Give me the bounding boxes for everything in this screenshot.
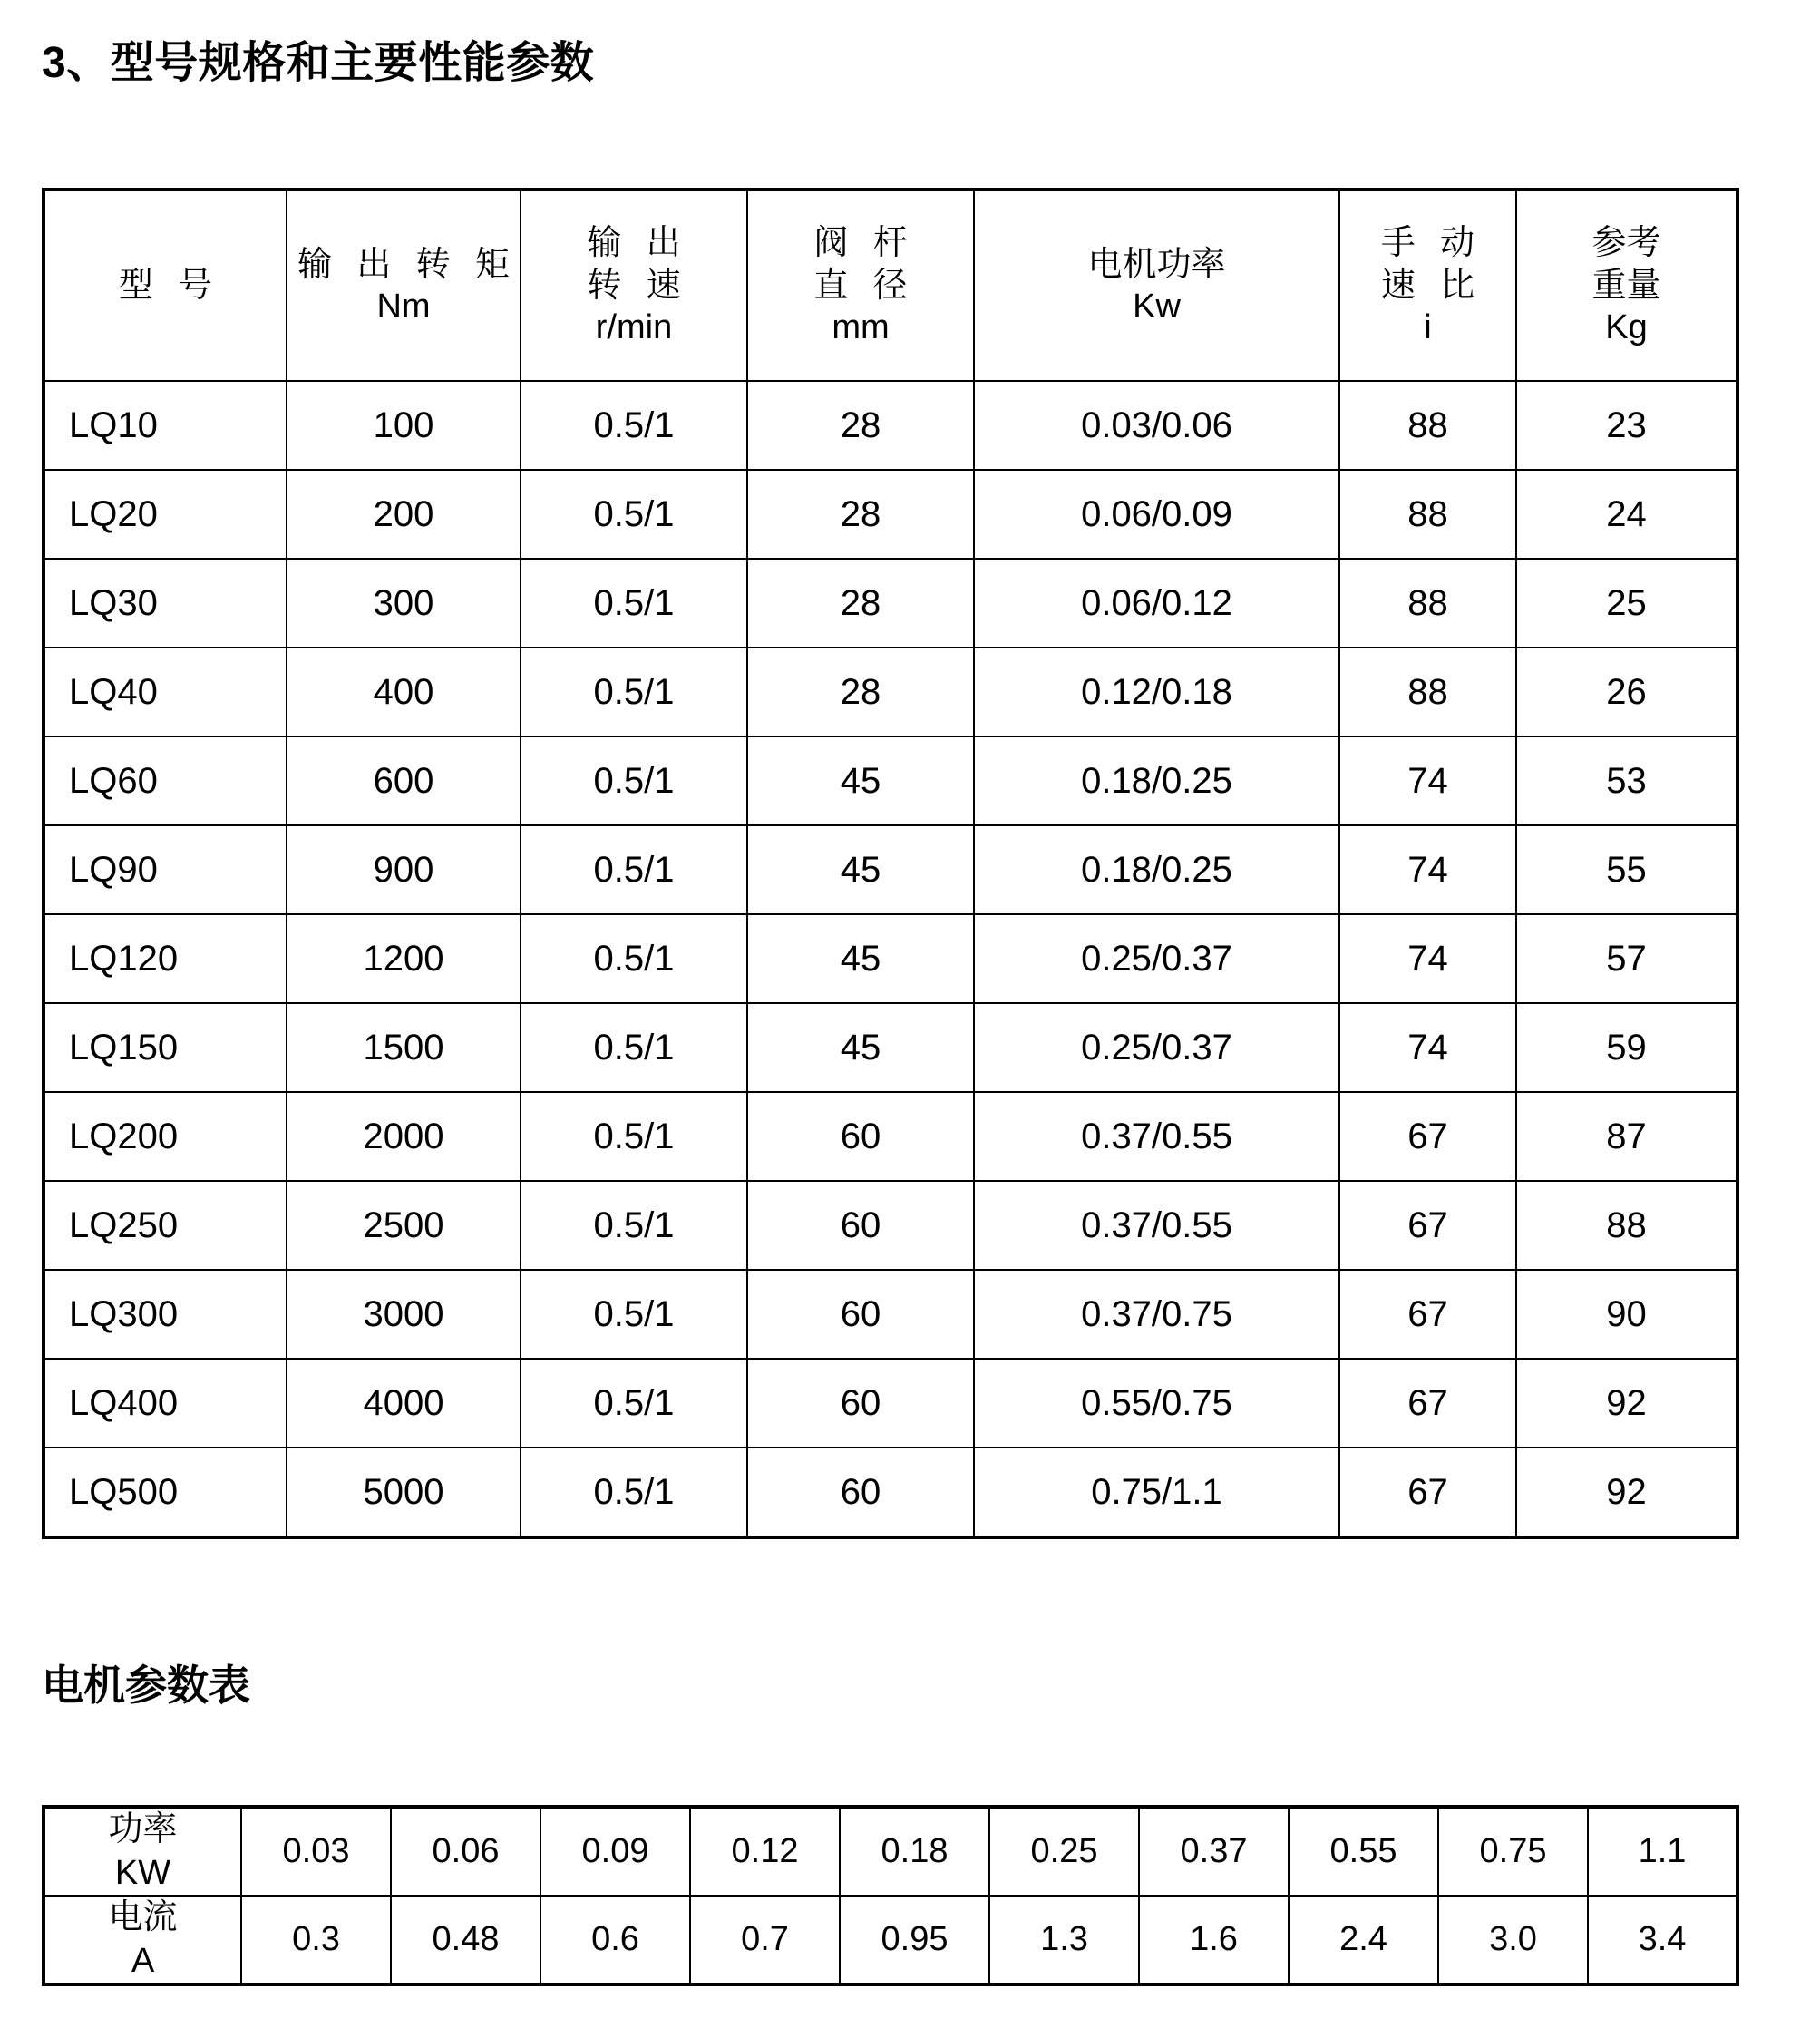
cell-power-value: 0.03 [241,1807,391,1896]
table-row [44,1270,1737,1359]
cell-stem-diameter: 60 [747,1181,974,1270]
header-model-label: 型 号 [118,266,220,305]
row-label-power [44,1807,241,1896]
cell-stem-diameter: 60 [747,1270,974,1359]
cell-motor-power: 0.75/1.1 [974,1448,1339,1537]
cell-output-torque: 100 [287,381,521,470]
header-reference-weight-unit: Kg [1605,308,1648,347]
cell-reference-weight: 90 [1516,1270,1737,1359]
cell-output-torque: 5000 [287,1448,521,1537]
cell-motor-power: 0.37/0.55 [974,1092,1339,1181]
column-header-output-torque [287,190,521,381]
column-header-motor-power [974,190,1339,381]
cell-manual-ratio: 88 [1339,559,1516,648]
table-row [44,1359,1737,1448]
cell-output-torque: 1200 [287,914,521,1003]
table-row [44,1448,1737,1537]
cell-reference-weight: 92 [1516,1448,1737,1537]
cell-model: LQ400 [44,1359,287,1448]
cell-output-speed: 0.5/1 [521,1270,747,1359]
cell-output-speed: 0.5/1 [521,648,747,736]
table-row [44,1181,1737,1270]
cell-stem-diameter: 28 [747,648,974,736]
cell-manual-ratio: 74 [1339,1003,1516,1092]
cell-power-value: 0.09 [540,1807,690,1896]
page-title: 3、型号规格和主要性能参数 [42,39,595,87]
cell-motor-power: 0.18/0.25 [974,736,1339,825]
cell-reference-weight: 55 [1516,825,1737,914]
cell-motor-power: 0.55/0.75 [974,1359,1339,1448]
header-motor-power-unit: Kw [1133,288,1181,326]
cell-reference-weight: 53 [1516,736,1737,825]
cell-stem-diameter: 60 [747,1092,974,1181]
cell-stem-diameter: 28 [747,470,974,559]
cell-power-value: 0.06 [391,1807,540,1896]
cell-model: LQ150 [44,1003,287,1092]
cell-reference-weight: 24 [1516,470,1737,559]
power-row [44,1807,1737,1896]
cell-manual-ratio: 67 [1339,1270,1516,1359]
cell-reference-weight: 87 [1516,1092,1737,1181]
cell-model: LQ500 [44,1448,287,1537]
cell-manual-ratio: 67 [1339,1359,1516,1448]
cell-output-torque: 200 [287,470,521,559]
cell-output-torque: 2000 [287,1092,521,1181]
cell-manual-ratio: 74 [1339,736,1516,825]
table-row [44,914,1737,1003]
cell-motor-power: 0.25/0.37 [974,1003,1339,1092]
row-label-current-line2: A [131,1941,155,1980]
header-manual-ratio-unit: i [1424,308,1432,347]
column-header-model [44,190,287,381]
header-stem-diameter-line1: 阀 杆 [813,224,915,263]
column-header-manual-ratio [1339,190,1516,381]
cell-manual-ratio: 67 [1339,1092,1516,1181]
cell-manual-ratio: 88 [1339,381,1516,470]
cell-stem-diameter: 28 [747,381,974,470]
cell-model: LQ250 [44,1181,287,1270]
cell-manual-ratio: 74 [1339,825,1516,914]
cell-stem-diameter: 45 [747,736,974,825]
cell-reference-weight: 26 [1516,648,1737,736]
header-output-speed-unit: r/min [595,308,673,347]
row-label-current-line1: 电流 [108,1898,178,1936]
header-output-torque-line1: 输 出 [297,245,399,284]
header-reference-weight-line2: 重量 [1591,266,1661,305]
motor-parameter-table [42,1805,1739,1986]
header-motor-power-label: 电机功率 [1087,245,1226,284]
cell-motor-power: 0.37/0.75 [974,1270,1339,1359]
cell-output-torque: 400 [287,648,521,736]
spec-table-header [44,190,1737,381]
cell-stem-diameter: 45 [747,914,974,1003]
cell-power-value: 1.1 [1588,1807,1737,1896]
cell-reference-weight: 25 [1516,559,1737,648]
cell-reference-weight: 92 [1516,1359,1737,1448]
cell-model: LQ60 [44,736,287,825]
cell-power-value: 0.12 [690,1807,840,1896]
cell-power-value: 0.25 [989,1807,1139,1896]
column-header-reference-weight [1516,190,1737,381]
table-row [44,825,1737,914]
cell-motor-power: 0.12/0.18 [974,648,1339,736]
motor-table-body [44,1807,1737,1984]
cell-manual-ratio: 88 [1339,470,1516,559]
cell-reference-weight: 88 [1516,1181,1737,1270]
header-output-speed-line1: 输 出 [587,224,688,263]
row-label-current [44,1896,241,1984]
cell-motor-power: 0.06/0.09 [974,470,1339,559]
cell-motor-power: 0.06/0.12 [974,559,1339,648]
header-output-speed-line2: 转 速 [587,266,688,305]
cell-power-value: 0.55 [1289,1807,1438,1896]
cell-output-torque: 300 [287,559,521,648]
cell-motor-power: 0.18/0.25 [974,825,1339,914]
column-header-output-speed [521,190,747,381]
cell-output-speed: 0.5/1 [521,825,747,914]
cell-model: LQ300 [44,1270,287,1359]
cell-model: LQ10 [44,381,287,470]
table-row [44,648,1737,736]
cell-power-value: 0.18 [840,1807,989,1896]
cell-model: LQ20 [44,470,287,559]
cell-motor-power: 0.37/0.55 [974,1181,1339,1270]
cell-current-value: 1.3 [989,1896,1139,1984]
table-row [44,1092,1737,1181]
cell-model: LQ90 [44,825,287,914]
cell-current-value: 0.7 [690,1896,840,1984]
row-label-power-line1: 功率 [108,1810,178,1848]
cell-stem-diameter: 28 [747,559,974,648]
cell-output-speed: 0.5/1 [521,559,747,648]
cell-output-speed: 0.5/1 [521,736,747,825]
header-stem-diameter-line2: 直 径 [813,266,915,305]
column-header-stem-diameter [747,190,974,381]
cell-stem-diameter: 60 [747,1448,974,1537]
cell-output-speed: 0.5/1 [521,1448,747,1537]
table-row [44,470,1737,559]
row-label-power-line2: KW [114,1853,171,1892]
table-row [44,1003,1737,1092]
motor-table-title: 电机参数表 [42,1662,250,1709]
cell-model: LQ30 [44,559,287,648]
cell-output-speed: 0.5/1 [521,914,747,1003]
header-output-torque-line2: 转 矩 [415,245,518,284]
cell-model: LQ200 [44,1092,287,1181]
header-row [44,190,1737,381]
cell-manual-ratio: 88 [1339,648,1516,736]
cell-current-value: 3.0 [1438,1896,1588,1984]
current-row [44,1896,1737,1984]
cell-reference-weight: 59 [1516,1003,1737,1092]
cell-manual-ratio: 67 [1339,1448,1516,1537]
cell-current-value: 2.4 [1289,1896,1438,1984]
cell-output-speed: 0.5/1 [521,1181,747,1270]
cell-current-value: 3.4 [1588,1896,1737,1984]
cell-motor-power: 0.03/0.06 [974,381,1339,470]
header-manual-ratio-line2: 速 比 [1380,266,1483,305]
table-row [44,559,1737,648]
cell-current-value: 0.95 [840,1896,989,1984]
cell-output-torque: 4000 [287,1359,521,1448]
cell-model: LQ40 [44,648,287,736]
header-reference-weight-line1: 参考 [1591,224,1661,263]
cell-output-speed: 0.5/1 [521,1092,747,1181]
cell-stem-diameter: 45 [747,825,974,914]
cell-output-torque: 1500 [287,1003,521,1092]
cell-motor-power: 0.25/0.37 [974,914,1339,1003]
cell-stem-diameter: 60 [747,1359,974,1448]
cell-power-value: 0.75 [1438,1807,1588,1896]
table-row [44,736,1737,825]
cell-output-torque: 600 [287,736,521,825]
cell-stem-diameter: 45 [747,1003,974,1092]
cell-reference-weight: 23 [1516,381,1737,470]
cell-current-value: 0.3 [241,1896,391,1984]
cell-model: LQ120 [44,914,287,1003]
cell-manual-ratio: 74 [1339,914,1516,1003]
cell-power-value: 0.37 [1139,1807,1289,1896]
cell-current-value: 0.6 [540,1896,690,1984]
cell-current-value: 1.6 [1139,1896,1289,1984]
header-manual-ratio-line1: 手 动 [1380,224,1483,263]
cell-output-torque: 3000 [287,1270,521,1359]
cell-output-torque: 900 [287,825,521,914]
header-output-torque-unit: Nm [376,288,431,326]
cell-output-speed: 0.5/1 [521,381,747,470]
specification-table [42,188,1739,1539]
cell-output-speed: 0.5/1 [521,1359,747,1448]
cell-current-value: 0.48 [391,1896,540,1984]
table-row [44,381,1737,470]
cell-output-torque: 2500 [287,1181,521,1270]
header-stem-diameter-unit: mm [832,308,890,347]
spec-table-body [44,381,1737,1537]
cell-output-speed: 0.5/1 [521,470,747,559]
cell-output-speed: 0.5/1 [521,1003,747,1092]
cell-reference-weight: 57 [1516,914,1737,1003]
cell-manual-ratio: 67 [1339,1181,1516,1270]
